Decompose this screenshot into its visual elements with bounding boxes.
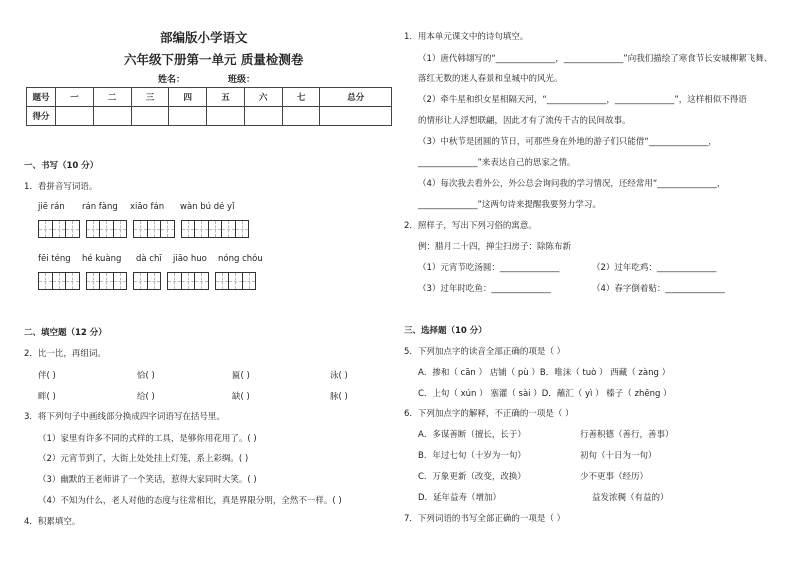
poem-fill-3: （3）中秋节是团圆的节日，可那些身在外地的游子们只能借“______________，	[418, 137, 717, 147]
custom-fill-2: （2）过年吃鸡：______________	[592, 263, 717, 273]
table-cell: 题号	[27, 88, 56, 107]
score-cell[interactable]	[320, 107, 392, 126]
compare-item[interactable]: 畔( )	[38, 392, 56, 402]
option-6-d-pair: 益发浓稠（有益的）	[592, 493, 669, 503]
score-table	[26, 87, 392, 126]
question-6: 6．下列加点字的解释，不正确的一项是（ ）	[404, 409, 574, 419]
right-question-1: 1．用本单元课文中的诗句填空。	[404, 32, 529, 42]
custom-fill-4: （4）春字倒着贴：______________	[592, 284, 725, 294]
compare-item[interactable]: 恰( )	[137, 371, 155, 381]
score-cell[interactable]	[56, 107, 94, 126]
option-6-c[interactable]: C．万象更新（改变，改换）	[418, 472, 526, 482]
score-cell[interactable]	[169, 107, 207, 126]
word-box[interactable]	[86, 220, 127, 238]
option-6-b[interactable]: B．年过七旬（十岁为一旬）	[418, 451, 526, 461]
compare-item[interactable]: 脉( )	[330, 392, 348, 402]
question-7: 7．下列词语的书写全部正确的一项是（ ）	[404, 514, 566, 524]
compare-item[interactable]: 伴( )	[38, 371, 56, 381]
poem-fill-4b: ______________”这两句诗来提醒我要努力学习。	[418, 200, 601, 210]
option-5-cd[interactable]: C．上旬（ xún ） 塞灌（ sài ）D．蘸汇（ yì ） 榛子（ zhēng ）	[418, 389, 672, 399]
pinyin-label: nóng chóu	[218, 254, 263, 264]
score-cell[interactable]	[93, 107, 131, 126]
score-cell[interactable]	[282, 107, 320, 126]
pinyin-label: fēi téng	[38, 254, 71, 264]
table-cell: 六	[244, 88, 282, 107]
writing-grid-row1	[38, 220, 255, 238]
pinyin-label: rán fàng	[82, 202, 118, 212]
table-cell: 七	[282, 88, 320, 107]
pinyin-label: wàn bú dé yǐ	[180, 202, 235, 212]
section2-heading: 二、填空题（12 分）	[24, 328, 107, 338]
score-cell[interactable]	[207, 107, 245, 126]
table-cell: 总分	[320, 88, 392, 107]
word-box[interactable]	[86, 272, 127, 290]
custom-fill-1: （1）元宵节吃汤圆：______________	[418, 263, 560, 273]
poem-fill-2b: 的情形让人浮想联翩，因此才有了流传千古的民间故事。	[418, 116, 631, 126]
custom-fill-3: （3）过年时吃鱼：______________	[418, 284, 551, 294]
table-cell: 得分	[27, 107, 56, 126]
word-box[interactable]	[38, 272, 79, 290]
word-box[interactable]	[38, 220, 79, 238]
score-cell[interactable]	[131, 107, 169, 126]
question-2: 2．比一比，再组词。	[24, 349, 106, 359]
compare-item[interactable]: 缺( )	[232, 392, 250, 402]
compare-item[interactable]: 泳( )	[330, 371, 348, 381]
custom-example: 例：腊月二十四，掸尘扫房子：除陈布新	[418, 242, 572, 252]
poem-fill-2: （2）牵牛星和织女星相隔天河，“______________，______________”，这样相似不得语	[418, 95, 747, 105]
option-6-c-pair: 少不更事（经历）	[580, 472, 649, 482]
table-cell: 一	[56, 88, 94, 107]
word-box[interactable]	[181, 220, 249, 238]
class-label: 班级：	[228, 75, 256, 85]
score-cell[interactable]	[244, 107, 282, 126]
pinyin-label: dà chī	[136, 254, 162, 264]
question-1: 1．看拼音写词语。	[24, 182, 98, 192]
exam-title-line1: 部编版小学语文	[160, 30, 248, 45]
pinyin-label: xiāo fán	[130, 202, 165, 212]
section3-heading: 三、选择题（10 分）	[404, 326, 487, 336]
question-4: 4．积累填空。	[24, 517, 81, 527]
name-label: 姓名：	[158, 75, 186, 85]
section1-heading: 一、书写（10 分）	[24, 161, 99, 171]
exam-title-line2: 六年级下册第一单元 质量检测卷	[124, 52, 304, 67]
word-box[interactable]	[215, 272, 256, 290]
sentence-1: （1）家里有许多不同的式样的工具，是够你用花用了。( )	[38, 434, 257, 444]
pinyin-label: hé kuàng	[82, 254, 122, 264]
sentence-3: （3）幽默的王老师讲了一个笑话，惹得大家同时大笑。( )	[38, 475, 257, 485]
poem-fill-3b: ______________”来表达自己的思家之情。	[418, 158, 576, 168]
word-box[interactable]	[167, 272, 208, 290]
poem-fill-1b: 落红无数的迷人春景和皇城中的风光。	[418, 74, 563, 84]
writing-grid-row2	[38, 272, 262, 290]
option-5-ab[interactable]: A．掺和（ cān ） 店铺（ pù ）B．唯沫（ tuò ） 西藏（ zàng ）	[418, 368, 671, 378]
pinyin-label: jiē rán	[38, 202, 65, 212]
word-box[interactable]	[133, 220, 174, 238]
compare-item[interactable]: 匾( )	[232, 371, 250, 381]
score-table-header-row	[27, 88, 392, 107]
pinyin-label: jiāo huo	[173, 254, 207, 264]
table-cell: 五	[207, 88, 245, 107]
word-box[interactable]	[133, 272, 160, 290]
option-6-a-pair: 行善积德（善行，善事）	[580, 430, 674, 440]
compare-item[interactable]: 给( )	[137, 392, 155, 402]
score-table-score-row	[27, 107, 392, 126]
question-5: 5．下列加点字的读音全部正确的项是（ ）	[404, 347, 566, 357]
question-3: 3．将下列句子中画线部分换成四字词语写在括号里。	[24, 412, 225, 422]
table-cell: 三	[131, 88, 169, 107]
sentence-2: （2）元宵节到了，大街上处处挂上灯笼，系上彩绸。( )	[38, 454, 249, 464]
right-question-2: 2．照样子，写出下列习俗的寓意。	[404, 221, 537, 231]
option-6-a[interactable]: A．多谋善断（擅长，长于）	[418, 430, 526, 440]
poem-fill-1: （1）唐代韩翃写的“______________，______________”向我们描绘了寒食节长安城柳絮飞舞、	[418, 54, 773, 64]
table-cell: 四	[169, 88, 207, 107]
option-6-b-pair: 初旬（十日为一旬）	[580, 451, 657, 461]
option-6-d[interactable]: D．延年益寿（增加）	[418, 493, 502, 503]
sentence-4: （4）不知为什么，老人对他的态度与往常相比，真是界限分明，全然不一样。( )	[38, 496, 342, 506]
table-cell: 二	[93, 88, 131, 107]
poem-fill-4: （4）每次我去看外公，外公总会询问我的学习情况，还经常用“______________，	[418, 179, 726, 189]
